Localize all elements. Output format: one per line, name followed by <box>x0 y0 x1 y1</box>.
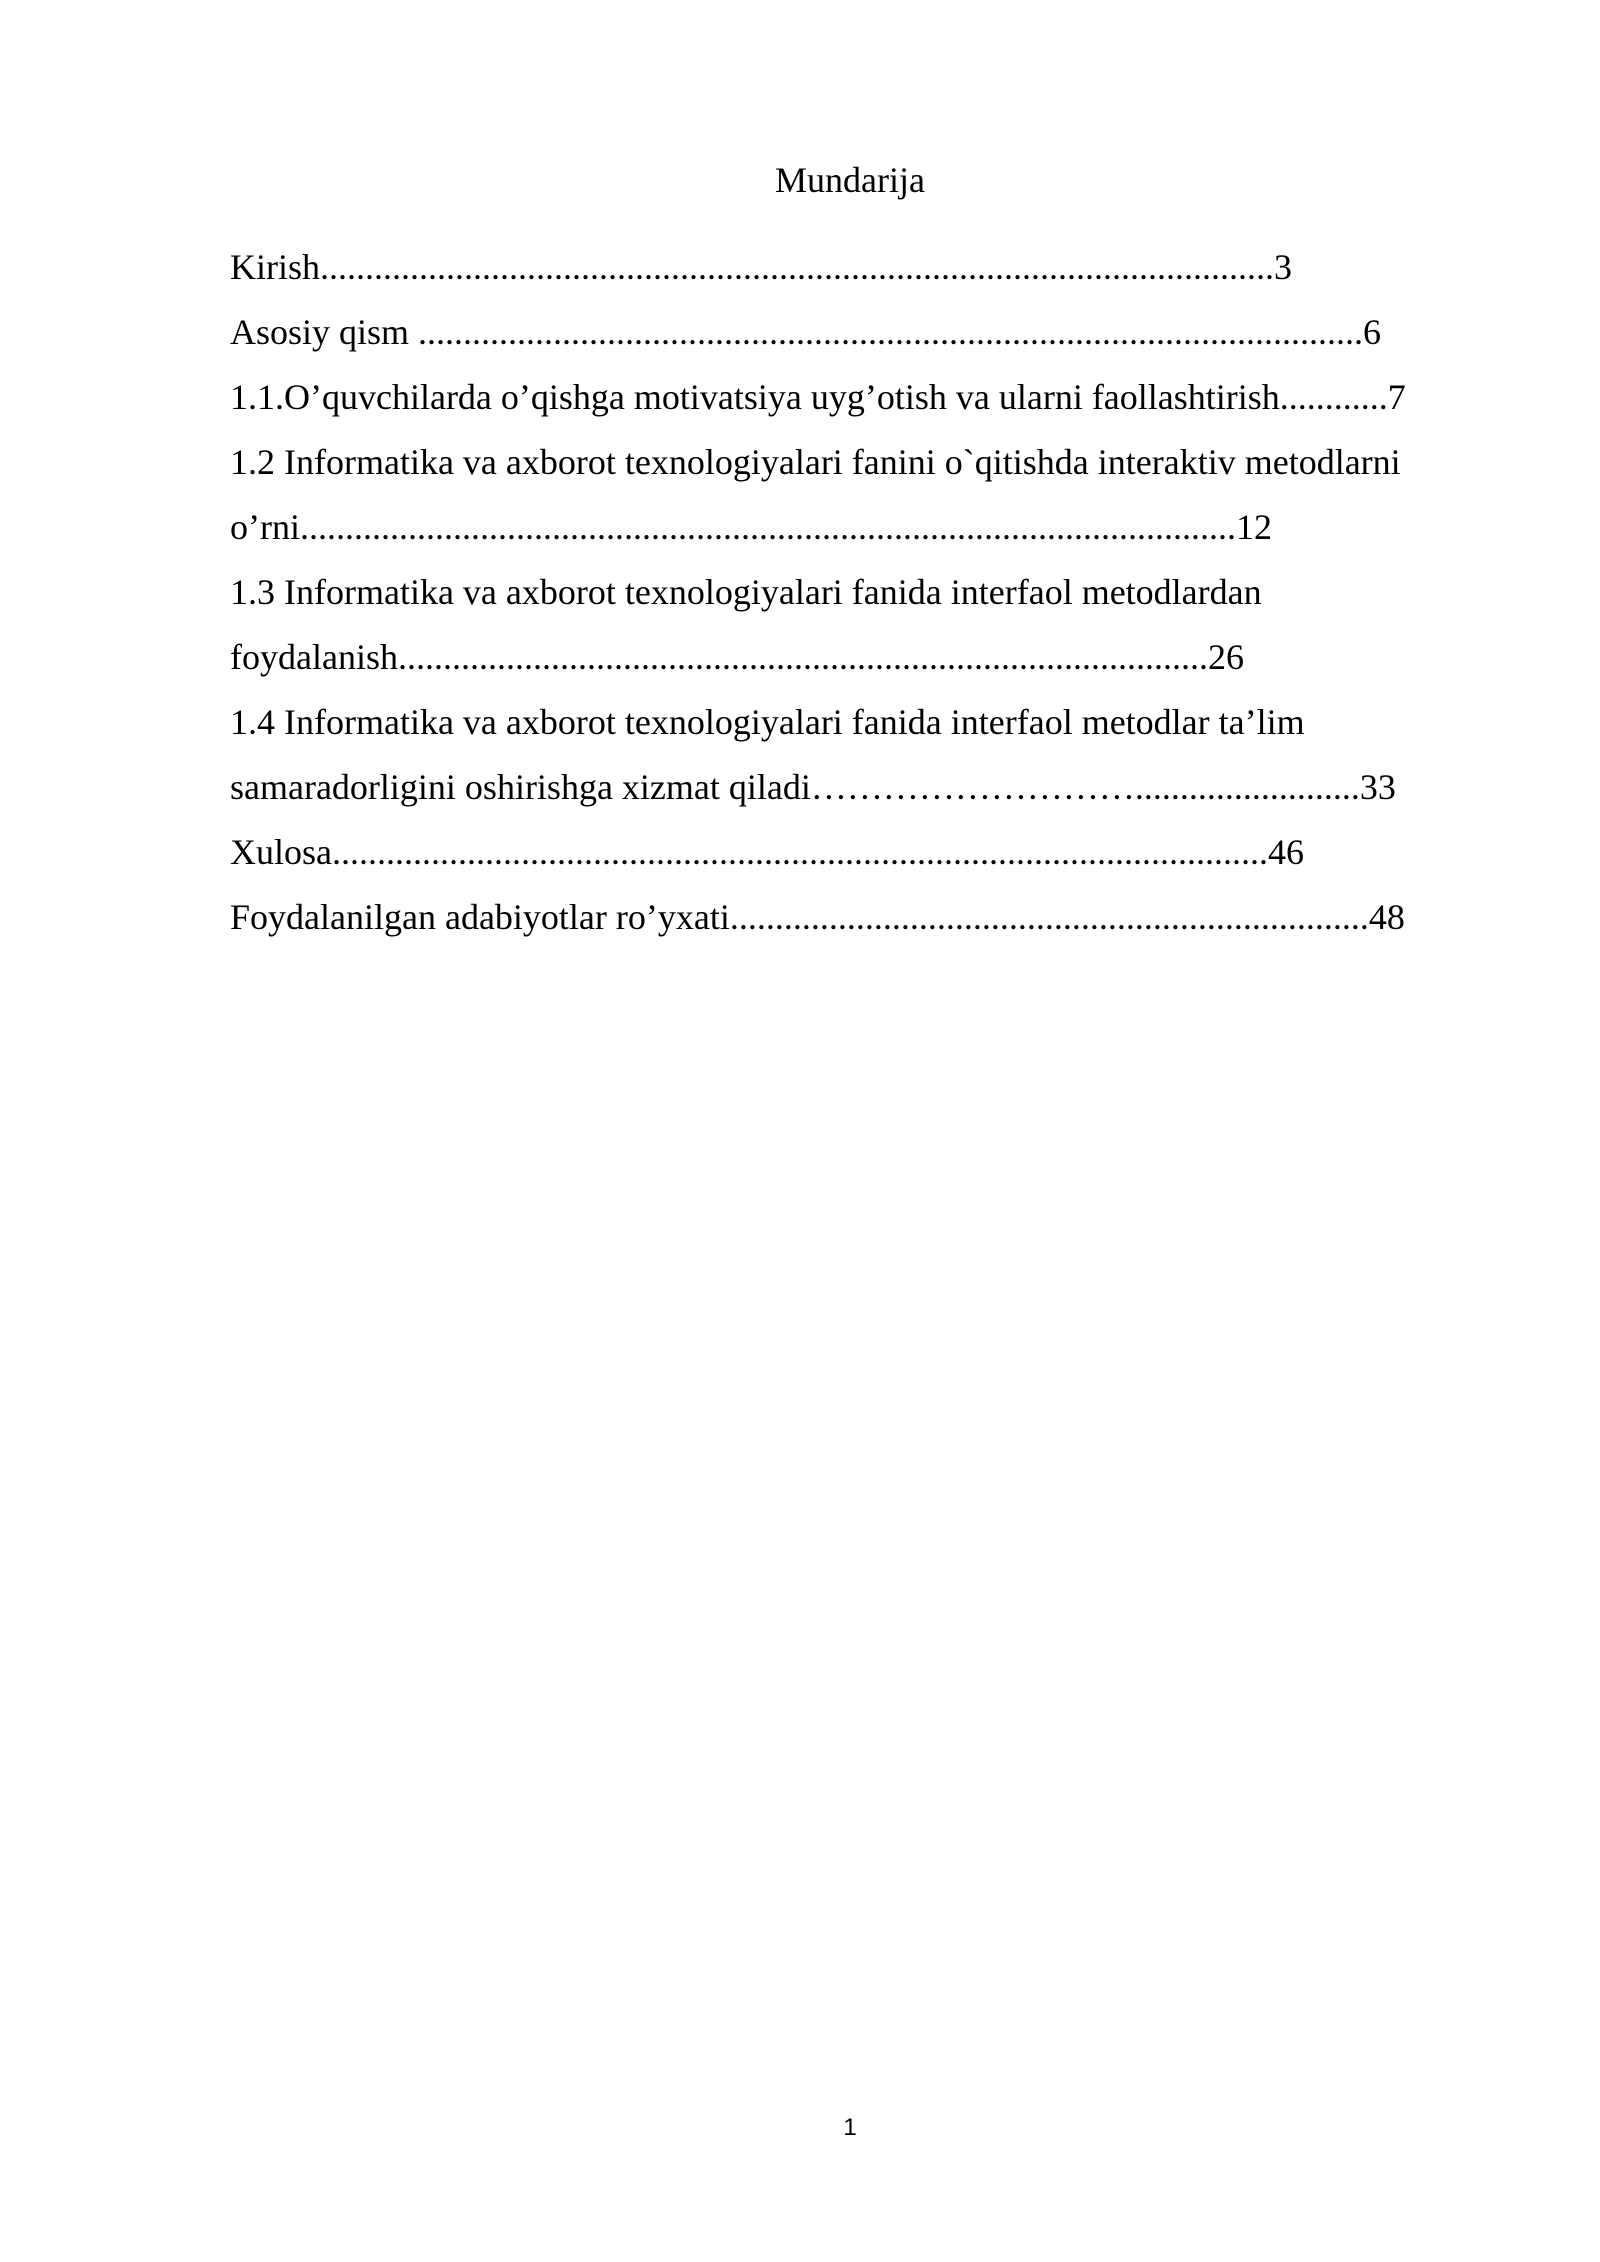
toc-entry-1-3-line-2: foydalanish..........................................................................................26 <box>230 637 1244 677</box>
toc-entry-xulosa: Xulosa........................................................................................................46 <box>230 832 1304 872</box>
toc-entry-1-2-line-2: o’rni........................................................................................................12 <box>230 507 1272 547</box>
toc-entry-1-2-line-1: 1.2 Informatika va axborot texnologiyalari fanini o`qitishda interaktiv metodlarni <box>230 442 1401 482</box>
toc-entry-asosiy-qism: Asosiy qism .........................................................................................................6 <box>230 312 1382 352</box>
page-title: Mundarija <box>775 160 925 200</box>
toc-entry-1-4-line-1: 1.4 Informatika va axborot texnologiyalari fanida interfaol metodlar ta’lim <box>230 702 1305 742</box>
toc-entry-1-3-line-1: 1.3 Informatika va axborot texnologiyalari fanida interfaol metodlardan <box>230 572 1262 612</box>
toc-entry-kirish: Kirish..........................................................................................................3 <box>230 247 1292 287</box>
toc-entry-1-1: 1.1.O’quvchilarda o’qishga motivatsiya uyg’otish va ularni faollashtirish............7 <box>230 377 1406 417</box>
page-number: 1 <box>843 2114 857 2141</box>
toc-entry-1-4-line-2: samaradorligini oshirishga xizmat qiladi……………………….........................33 <box>230 767 1396 807</box>
toc-entry-adabiyotlar: Foydalanilgan adabiyotlar ro’yxati.......................................................................48 <box>230 897 1405 937</box>
